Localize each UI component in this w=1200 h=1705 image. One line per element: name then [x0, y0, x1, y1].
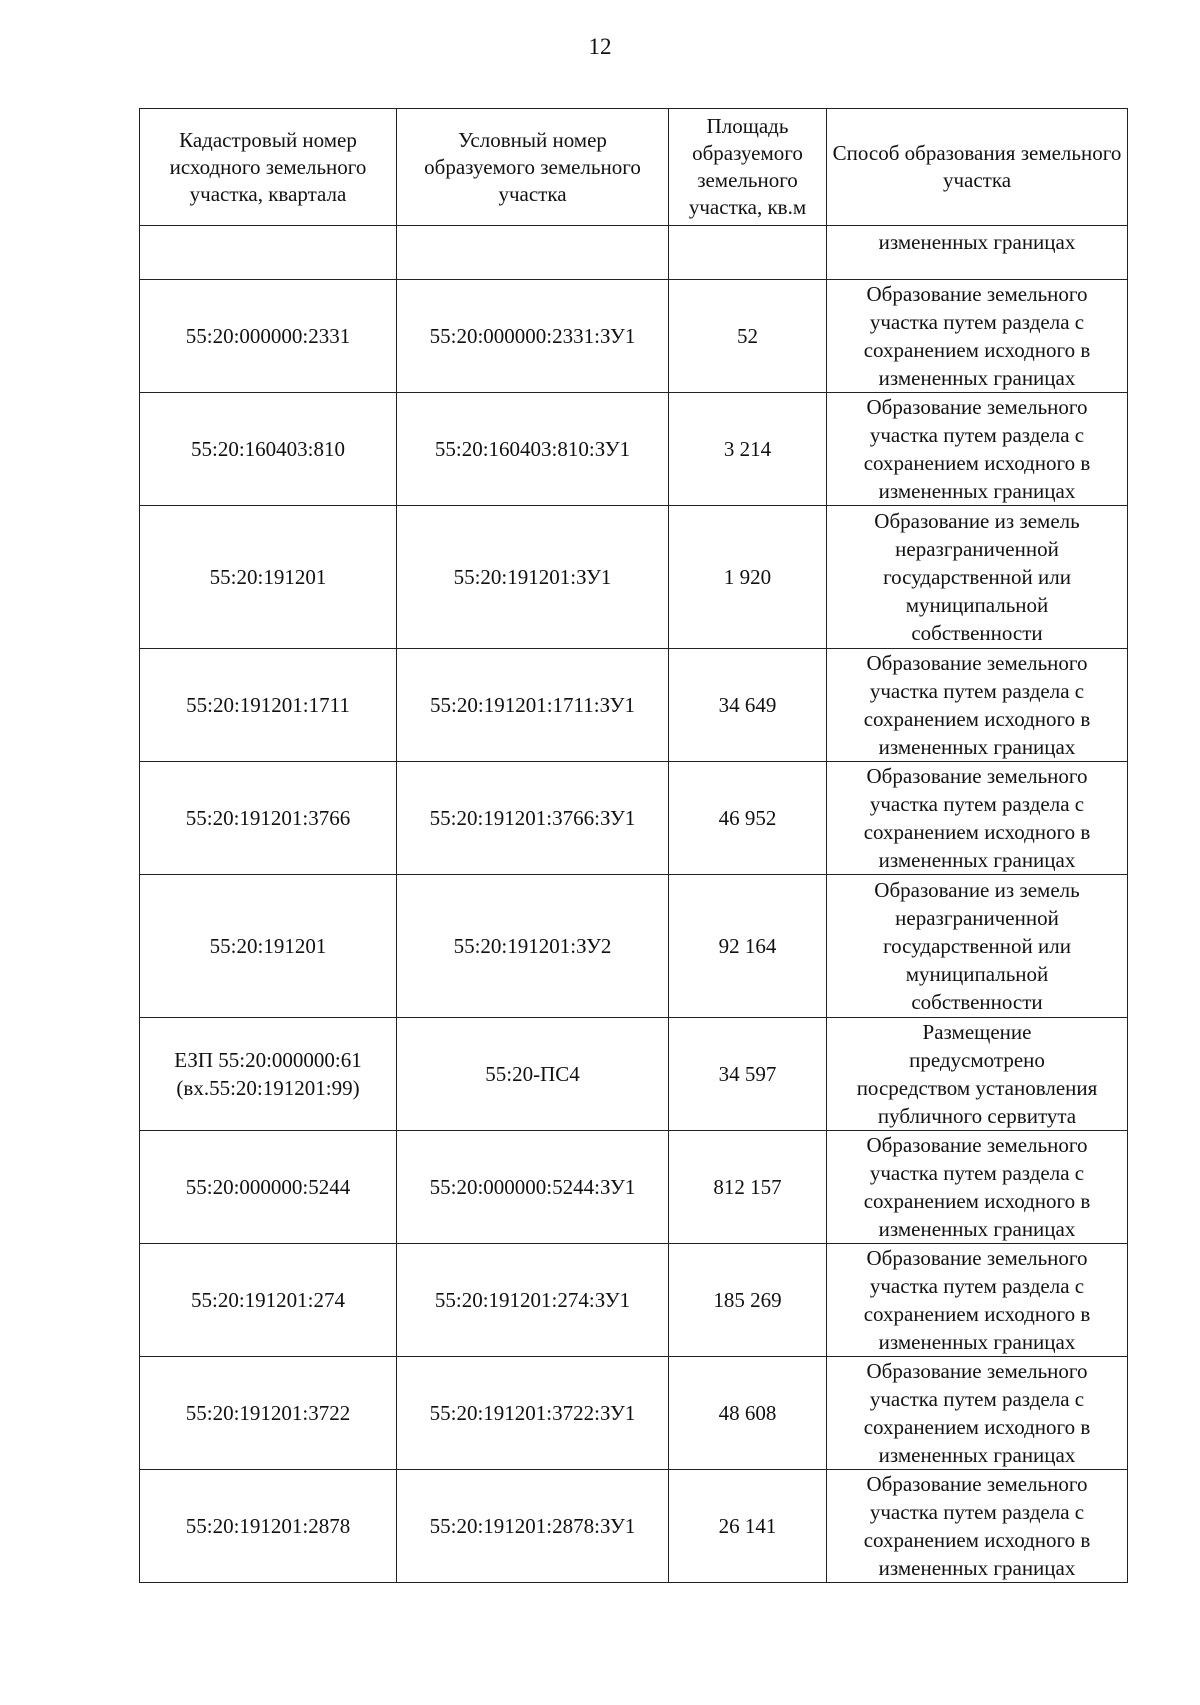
cell-conditional: 55:20:000000:2331:ЗУ1 [397, 280, 669, 393]
cell-area: 26 141 [669, 1470, 827, 1583]
cell-method-line: Образование земельного [866, 1133, 1088, 1157]
table-row [140, 280, 1128, 393]
cell-method-line: измененных границах [878, 366, 1076, 390]
cell-conditional: 55:20:191201:ЗУ2 [397, 875, 669, 1018]
cell-method [827, 1131, 1128, 1244]
cell-method-line: измененных границах [878, 1443, 1076, 1467]
cell-method-line: Образование земельного [866, 651, 1088, 675]
cell-method-line: государственной или [883, 934, 1071, 958]
cell-source: 55:20:191201:3722 [140, 1357, 397, 1470]
cell-method-line: муниципальной [905, 962, 1049, 986]
cell-method-line: Образование земельного [866, 1472, 1088, 1496]
cell-area: 185 269 [669, 1244, 827, 1357]
cell-method-line: участка путем раздела с [869, 310, 1085, 334]
cell-method-line: государственной или [883, 565, 1071, 589]
cell-method-line: Образование земельного [866, 1246, 1088, 1270]
cell-method-line: Размещение [922, 1020, 1032, 1044]
cell-area: 34 597 [669, 1018, 827, 1131]
cell-source: 55:20:000000:2331 [140, 280, 397, 393]
cell-method-line: участка путем раздела с [869, 792, 1085, 816]
cell-method-line: участка путем раздела с [869, 1274, 1085, 1298]
cell-method [827, 393, 1128, 506]
cell-method-line: публичного сервитута [877, 1104, 1077, 1128]
cell-area: 3 214 [669, 393, 827, 506]
table-row [140, 875, 1128, 1018]
cell-area: 46 952 [669, 762, 827, 875]
header-conditional-number: Условный номер образуемого земельного участка [397, 109, 669, 226]
cell-source-line: ЕЗП 55:20:000000:61 [174, 1048, 362, 1072]
cell-area: 48 608 [669, 1357, 827, 1470]
cell-method [827, 649, 1128, 762]
cell-method-line: измененных границах [878, 1556, 1076, 1580]
cell-method-line: измененных границах [878, 479, 1076, 503]
cell-source: 55:20:191201 [140, 506, 397, 649]
cell-source: 55:20:191201:1711 [140, 649, 397, 762]
cell-method-line: Образование из земель [874, 509, 1080, 533]
table-row [140, 1470, 1128, 1583]
cell-method-line: участка путем раздела с [869, 1500, 1085, 1524]
cell-area: 92 164 [669, 875, 827, 1018]
cell-conditional: 55:20:191201:ЗУ1 [397, 506, 669, 649]
table-row [140, 649, 1128, 762]
cell-method-line: Образование земельного [866, 764, 1088, 788]
cell-conditional: 55:20:191201:1711:ЗУ1 [397, 649, 669, 762]
table-row [140, 762, 1128, 875]
cell-source: 55:20:191201:2878 [140, 1470, 397, 1583]
cell-method-line: неразграниченной [895, 537, 1059, 561]
cell-conditional: 55:20:160403:810:ЗУ1 [397, 393, 669, 506]
cell-method-line: посредством установления [856, 1076, 1098, 1100]
cell-method-line: Образование земельного [866, 395, 1088, 419]
cell-method-line: предусмотрено [909, 1048, 1045, 1072]
cell-method-line: Образование земельного [866, 1359, 1088, 1383]
cell-method-line: сохранением исходного в [863, 1189, 1091, 1213]
cell-method-line: сохранением исходного в [863, 451, 1091, 475]
table-row [140, 1131, 1128, 1244]
cell-conditional: 55:20-ПС4 [397, 1018, 669, 1131]
cell-method-line: сохранением исходного в [863, 1528, 1091, 1552]
cell-method-line: муниципальной [905, 593, 1049, 617]
cell-area: 52 [669, 280, 827, 393]
cell-source [140, 1018, 397, 1131]
header-area: Площадь образуемого земельного участка, кв.м [669, 109, 827, 226]
cell-method [827, 1357, 1128, 1470]
cell-method-line: собственности [911, 990, 1043, 1014]
page-number: 12 [588, 34, 612, 59]
header-source-cadastral: Кадастровый номер исходного земельного участка, квартала [140, 109, 397, 226]
table-row [140, 1357, 1128, 1470]
cell-area [669, 226, 827, 280]
cell-area: 812 157 [669, 1131, 827, 1244]
cell-method-line: сохранением исходного в [863, 1415, 1091, 1439]
cell-method-line: измененных границах [878, 1217, 1076, 1241]
cell-method-line: участка путем раздела с [869, 1161, 1085, 1185]
cell-source: 55:20:191201:274 [140, 1244, 397, 1357]
cell-method-line: сохранением исходного в [863, 707, 1091, 731]
cell-method-line: сохранением исходного в [863, 338, 1091, 362]
land-plots-table [139, 108, 1128, 1583]
cell-source: 55:20:000000:5244 [140, 1131, 397, 1244]
cell-method-line: сохранением исходного в [863, 820, 1091, 844]
cell-method-line: участка путем раздела с [869, 679, 1085, 703]
cell-method [827, 1470, 1128, 1583]
cell-conditional: 55:20:191201:3766:ЗУ1 [397, 762, 669, 875]
cell-method-line: участка путем раздела с [869, 1387, 1085, 1411]
cell-conditional: 55:20:000000:5244:ЗУ1 [397, 1131, 669, 1244]
table-row [140, 1018, 1128, 1131]
cell-source: 55:20:191201 [140, 875, 397, 1018]
cell-conditional: 55:20:191201:3722:ЗУ1 [397, 1357, 669, 1470]
cell-source-line: (вх.55:20:191201:99) [176, 1076, 360, 1100]
cell-conditional [397, 226, 669, 280]
cell-method-line: собственности [911, 621, 1043, 645]
table-header-row [140, 109, 1128, 226]
table-row [140, 506, 1128, 649]
continuation-row [140, 226, 1128, 280]
cell-method-line: измененных границах [878, 735, 1076, 759]
cell-method-line: измененных границах [878, 1330, 1076, 1354]
cell-method: измененных границах [827, 226, 1128, 280]
cell-method [827, 875, 1128, 1018]
cell-method-line: Образование из земель [874, 878, 1080, 902]
table-row [140, 1244, 1128, 1357]
cell-method [827, 1018, 1128, 1131]
cell-method-line: сохранением исходного в [863, 1302, 1091, 1326]
cell-conditional: 55:20:191201:2878:ЗУ1 [397, 1470, 669, 1583]
cell-method-line: участка путем раздела с [869, 423, 1085, 447]
cell-method [827, 506, 1128, 649]
cell-method-line: неразграниченной [895, 906, 1059, 930]
cell-source: 55:20:160403:810 [140, 393, 397, 506]
header-method: Способ образования земельного участка [827, 109, 1128, 226]
cell-area: 34 649 [669, 649, 827, 762]
cell-method-line: Образование земельного [866, 282, 1088, 306]
cell-conditional: 55:20:191201:274:ЗУ1 [397, 1244, 669, 1357]
cell-method [827, 280, 1128, 393]
cell-method [827, 762, 1128, 875]
table-row [140, 393, 1128, 506]
cell-area: 1 920 [669, 506, 827, 649]
cell-source [140, 226, 397, 280]
cell-method [827, 1244, 1128, 1357]
cell-source: 55:20:191201:3766 [140, 762, 397, 875]
cell-method-line: измененных границах [878, 848, 1076, 872]
